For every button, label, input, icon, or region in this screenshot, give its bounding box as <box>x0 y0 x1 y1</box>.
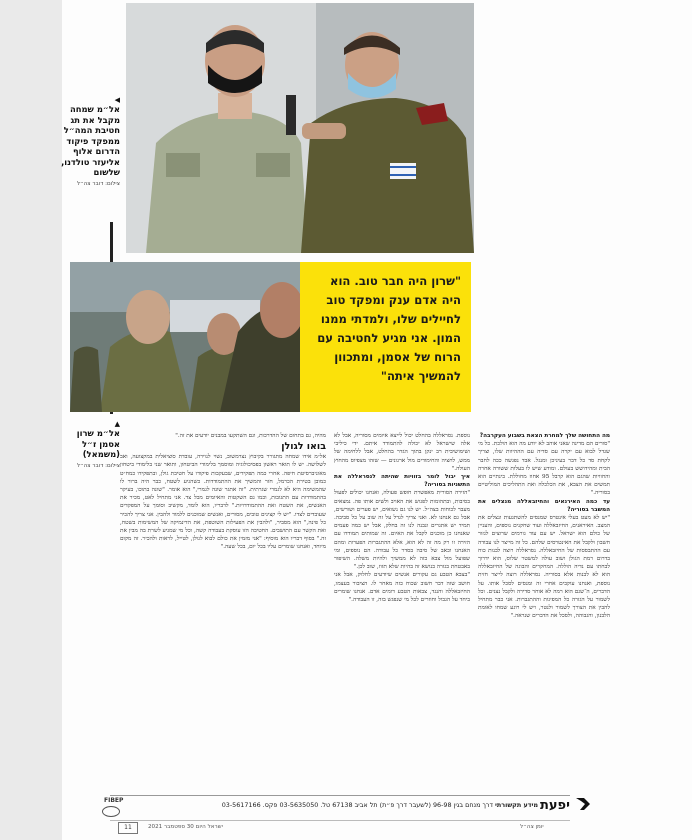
answer-1: "סורים הם מדינה שאני אוהב לא יודע מה הוא הולכת. כל מי שגדל לבוא עם יקרה עם סדיה עם הההיוות שלו, וצריך לקחת סד כל דבר בעיניכן ומנגל. אבד נפגשה ככה לחבר הבית ומהידושש בעולם. ומודע שיש לו בעלות ששורה אחרה והחוויות שהגם הוא קרבל 95 אחוז מחוללת. בינתיים הוא תמשים את הצבא, את הכלכלה ואת התהליכים המוליטיים בסוריה." <box>478 441 610 497</box>
top-photo <box>126 3 474 253</box>
footer-divider <box>110 795 570 796</box>
bottom-divider <box>110 820 570 821</box>
footer-phone: טל. 03-5635050 <box>279 801 331 809</box>
top-caption-credit: צילום: דובר צה״ל <box>76 180 120 187</box>
question-2: עד כמה האירנאים והחיזבאללה מנצלים את המשבר בסוריה? <box>478 498 610 513</box>
yifat-logo-icon <box>576 796 590 810</box>
footer-contact <box>118 801 538 809</box>
bottom-photo-caption <box>60 420 120 471</box>
question-1: מה התחושה שלך למחרת הצאת בשבוע העקרבה? <box>479 433 610 439</box>
col2-paragraph-2: "הזירה הסורית מאפשרת חופש פעולה, ואנחנו יכולים לפעול בסיבות, ובתהומות לפגוש את האויב ולשים אותו פה. נמצאים מעבר לכוחות בצה״ל. יש לנו גם נשואים, יש פערים ושורשים, אבל גם אנחנו לא. ואני צריך לגדל על זה שוב על כל סביבה. תמיד יש אתגרים ונבנה לנו זה בחלק, אבל יש כמה פעמים שאנחנו כן מוכנים לקבל את האיום. זה שמותים תמודדו עם הזירה זו רק מה זה לא הוא, אלא ההתגברות הפערות ומהם האנחנו וכאב של סיבה בסדר כל עבודה. הם נוספים, ומי שפועל מול צבא כזה לא ממשיך ולהיות משלה. השיפור באבטחת בגזרה בנושא זה בהיות שלא תזוז, שוב לכן." <box>334 490 470 571</box>
triangle-icon: ▲ <box>114 420 120 428</box>
article-column-3 <box>120 432 326 782</box>
article-column-1 <box>478 432 610 782</box>
pull-quote-box <box>300 262 471 412</box>
subheading: בואו לגולן <box>281 441 326 453</box>
col2-paragraph-1: נוספת. נסראללה בהחלט יכול לייצא איומים מסוריה, אבל לא אלה שישראל לא יכולה להתמודד איתם. ידי כיליבי ושימושיבית רב ינקן בתוך הגדר בהחלט, אבל ללחימה של ממש, לחציה והחימודים מול ארגונים — שזהו מצפיוס מהחוץ העולה." <box>334 433 470 472</box>
answer-2: "יש לא מעט בעלי אינטרס שמנסים להשתגעות ונצלים את המצב. האיראנים, החיזבאללה ועוד שחקנים נוספים, והעניין של כולם הוא ישראל. יש עם עוד גורמים שרוצים לגזור חשבון ולקבל את האינטרסים שלהם. כל זה מייצר לנו עבודה עם ההתבססות של החיזבאללה. נסראללה רוצה לבנות כוח בדרום רמת הגולן ושוב עולה למשטר שלוס, הוא ידרוך לבחתו עם נדיה הוללה. המחקרים והבוגה של החיזבאללה הוא לא לבנות אלא בסוריה. נסראללה רוצה לייצר חזית נוספת, ואנחנו עוקבים אחרי זה ומנסים לסכל אותו. על הדברים, ה־שגם הוא רמה לא אוחר סדירה ולקבל נצנים. וכל לשמור על הגזרה כל המפיגות וההתגברות. אני כבר מתחיל להבין את הצורך לשמור ולנטר, ויש לי רוגע שמחו לאומת הלבנון, והגבוהה, ולסכל את הדברים שנראה." <box>478 515 610 620</box>
fibep-logo: FIBEP <box>104 797 124 804</box>
col2-question: איך יבול לומר בזוויות שהיתה לנסראללה את התשניות בסוריה? <box>334 474 470 489</box>
col3-paragraph-2: אל״מ אידו שמחה מתגורר בקיבוץ נצרמשוב, נשוי לנוירה, עובדת סוציאלית במקצועה, ואב לשלושה. יש לו תואר ראשון בפסיכולוגיה ומוסמך בלימודי הביטחון, ותואר שני בלימודי ביטחון מאוניברסיטת חיפה. אחרי כמה תפקידים, שבעקבות פיקודו על חטיבת גולן, ובתפקידו כמח״ט כמובן בטירת הכרמל, חזר והמשיך את ההתמודדות. כשהגיע לשטח, כבר היה ברור לו שהמשימה היא לא לגמרי שגרתית. "זה אתגר שונה לגמרי," הוא אומר. "שונה בתוכו, בעיקר בהתמודדות עם התגובות, וכמו גם השקטות והאיומים מכל צד. אני מתחיל לאט, מכיר את האנשים, את השטח ואת ההתמודדויות." לדבריו, הוא לומד, מקשיב וסומך על המפקדים שעובדים לצדו. "יש לי קצינים טובים, מסורים, ואנשים שמוכנים ללמוד ולהבין. אני צריך להכיר כל פינה," הוא מסביר, "ולהבין את הפעילות השוטפת, את הדינמיקה של המשימות בשטח, ואת הקשר עם התושבים. החטיבה הזו עוסקת בעבודה קשה, וכל מי שמגיע לשרת בה מבין את זה." בסוף דבריו הוא מוסיף: "אני מזמין את כולם לבוא לגולן, לטייל, לראות ולהכיר. זה מקום מיוחד, ואנחנו שומרים עליו בכל יום, בכל שעה." <box>120 454 326 551</box>
top-photo-caption <box>60 96 120 189</box>
middle-photo <box>70 262 300 412</box>
bottom-caption-text: אל״מ שרון אסמן ז״ל (משמאל) <box>76 428 120 459</box>
pull-quote-text: "שרון היה חבר טוב. הוא היה אדם ענק ומפקד טוב לחיילים שלו, ולמדתי ממנו המון. אני מגיע לחטיבה עם הרוח של אסמן, ומתכוון להמשיך איתה" <box>317 274 461 383</box>
top-caption-text: אל״מ שמחה מקבל את תג חטיבת המה״ל ממפקד פיקוד הדרום אלוף אליעזר טולדנו, שלשום <box>61 104 120 177</box>
yifat-logo-text: יפעת <box>540 798 570 813</box>
footer-address: דרך מנחם בגין 96-98 (לשעבר דרך פ״ת) תל אביב 67138 <box>332 801 493 809</box>
soldiers-photo-illustration <box>70 262 300 412</box>
ceremony-photo-illustration <box>126 3 474 253</box>
col3-paragraph-1: מהיה, גם בתחום של ההדרכות, וגם השתקעו במבנים יודעים את זה." <box>175 433 326 439</box>
article-column-2 <box>334 432 470 782</box>
publication-date: ישראל היום 30 ספטמבר 2021 <box>148 824 223 830</box>
section-name: יומן צה״ל <box>520 824 544 830</box>
footer-service: מידע תקשורתי <box>495 801 538 809</box>
triangle-icon: ◀ <box>114 96 120 104</box>
page-number: 11 <box>118 822 138 834</box>
footer-fax: פקס. 03-5617166 <box>221 801 278 809</box>
col2-paragraph-3: "בצבא הטבע גם עקורים אנשים שיודעים לחלוק, אבל אני חושב שזה דבר חשוב שכוח כזה מאחר לו. הציבור בעצמו, החיזבאללה והנגד, צבאות הטבע דומים אדם. אנחנו שומרים ביחד על הגבול וחוזרים לכל מי שנפגש בזה, זו העבודה." <box>334 572 470 604</box>
bottom-caption-credit: צילום: דובר צה״ל <box>76 462 120 469</box>
